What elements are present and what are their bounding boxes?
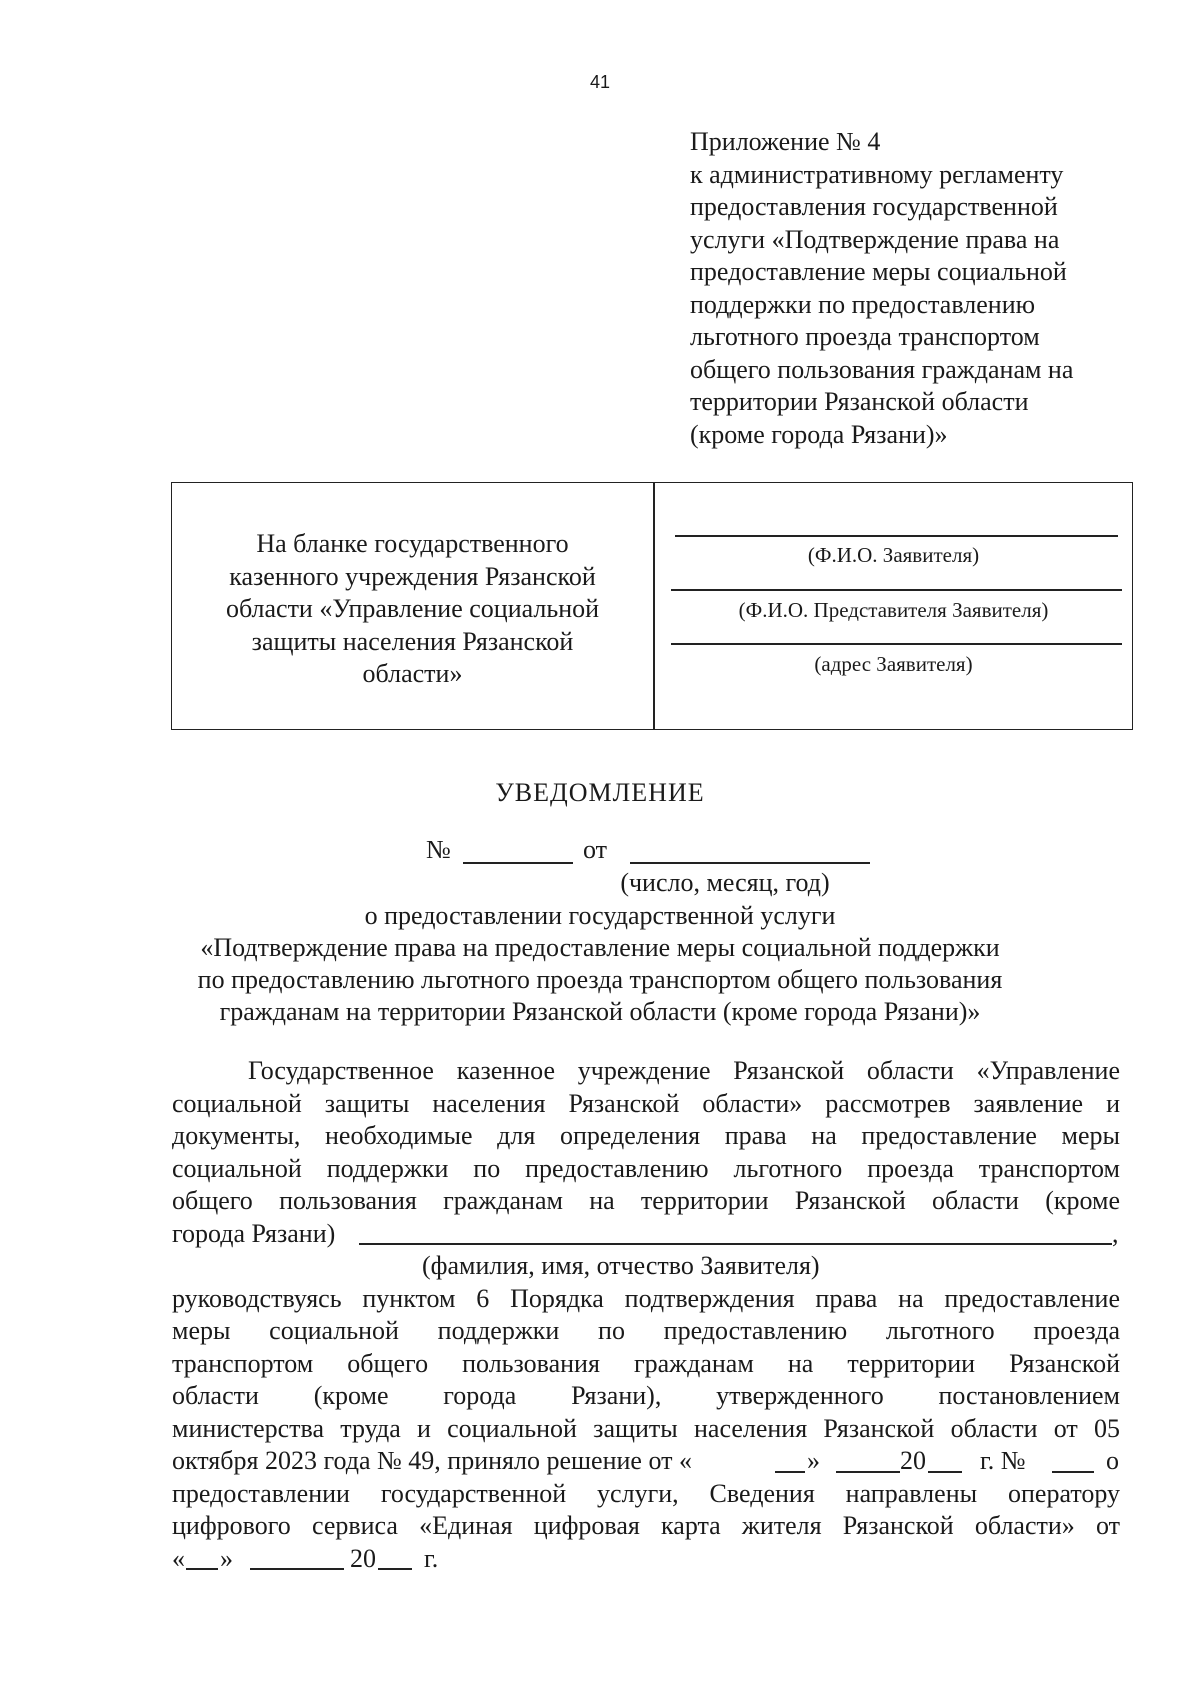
sent-month-field[interactable] (250, 1568, 344, 1570)
fullname-caption: (фамилия, имя, отчество Заявителя) (422, 1251, 820, 1280)
subject-line: гражданам на территории Рязанской области (кроме города Рязани)» (219, 997, 981, 1026)
applicant-fullname-field[interactable] (359, 1243, 1112, 1245)
sent-day-field[interactable] (186, 1568, 218, 1570)
body-line-comma: , (1112, 1218, 1119, 1248)
subject-line: по предоставлению льготного проезда транспортом общего пользования (197, 965, 1003, 994)
appendix-line: поддержки по предоставлению (690, 289, 1036, 319)
body-line: социальной защиты населения Рязанской области» рассмотрев заявление и (172, 1088, 1120, 1118)
appendix-line: предоставления государственной (690, 192, 1058, 221)
decision-year-field[interactable] (928, 1471, 962, 1473)
representative-name-caption: (Ф.И.О. Представителя Заявителя) (738, 598, 1049, 622)
appendix-line: предоставление меры социальной (690, 257, 1067, 286)
decision-text-end: о (1106, 1446, 1119, 1475)
body-line: Государственное казенное учреждение Рязанской области «Управление (248, 1056, 1120, 1085)
applicant-address-caption: (адрес Заявителя) (814, 652, 973, 676)
letterhead-line: На бланке государственного (256, 529, 569, 558)
appendix-header (690, 126, 1160, 451)
decision-number-label: г. № (980, 1446, 1026, 1475)
appendix-line: (кроме города Рязани)» (690, 419, 948, 449)
decision-number-field[interactable] (1052, 1471, 1094, 1473)
appendix-line: Приложение № 4 (690, 127, 881, 156)
applicant-name-field[interactable] (675, 535, 1118, 537)
appendix-line: к административному регламенту (690, 159, 1064, 189)
subject-line: о предоставлении государственной услуги (364, 901, 836, 930)
notice-body (172, 1055, 1120, 1575)
decision-quote: » (807, 1446, 820, 1475)
appendix-line: услуги «Подтверждение права на (690, 224, 1060, 254)
decision-day-field[interactable] (775, 1471, 805, 1473)
body-line: документы, необходимые для определения права на предоставление меры (172, 1121, 1120, 1150)
header-table (171, 482, 1133, 730)
body-line: предоставлении государственной услуги, Сведения направлены оператору (172, 1478, 1120, 1508)
appendix-line: территории Рязанской области (690, 387, 1029, 416)
decision-month-field[interactable] (836, 1471, 900, 1473)
letterhead-line: казенного учреждения Рязанской (229, 561, 596, 591)
subject-line: «Подтверждение права на предоставление меры социальной поддержки (200, 933, 1000, 962)
final-quote-close: » (220, 1543, 233, 1573)
letterhead-line: области» (362, 659, 463, 688)
representative-name-field[interactable] (671, 589, 1122, 591)
date-caption: (число, месяц, год) (620, 868, 830, 897)
notice-title: УВЕДОМЛЕНИЕ (495, 778, 705, 807)
body-line: социальной поддержки по предоставлению льготного проезда транспортом (172, 1153, 1120, 1183)
appendix-line: общего пользования гражданам на (690, 354, 1074, 384)
applicant-address-field[interactable] (671, 643, 1122, 645)
body-line: руководствуясь пунктом 6 Порядка подтверждения права на предоставление (172, 1283, 1120, 1313)
decision-text: октября 2023 года № 49, приняло решение от « (172, 1446, 692, 1475)
applicant-name-caption: (Ф.И.О. Заявителя) (807, 543, 980, 567)
final-year-suffix: г. (424, 1543, 439, 1573)
sent-year-field[interactable] (378, 1568, 412, 1570)
notice-date-field[interactable] (630, 862, 870, 864)
body-line: города Рязани) (172, 1218, 336, 1248)
letterhead-line: защиты населения Рязанской (251, 626, 574, 656)
appendix-line: льготного проезда транспортом (690, 322, 1040, 351)
body-line: области (кроме города Рязани), утвержденного постановлением (172, 1381, 1120, 1410)
decision-year-prefix: 20 (900, 1446, 926, 1475)
notice-number-field[interactable] (463, 862, 573, 864)
letterhead-note (172, 528, 653, 691)
number-label: № (426, 835, 451, 864)
from-label: от (583, 835, 608, 864)
body-line: цифрового сервиса «Единая цифровая карта жителя Рязанской области» от (172, 1511, 1120, 1540)
body-line: министерства труда и социальной защиты населения Рязанской области от 05 (172, 1413, 1120, 1443)
body-line: транспортом общего пользования гражданам на территории Рязанской (172, 1348, 1120, 1378)
page-number: 41 (589, 72, 611, 92)
notice-number-line (0, 835, 1200, 867)
final-quote-open: « (172, 1543, 185, 1573)
body-line: меры социальной поддержки по предоставлению льготного проезда (172, 1316, 1120, 1345)
final-year-prefix: 20 (350, 1543, 376, 1573)
letterhead-line: области «Управление социальной (225, 594, 600, 623)
body-line: общего пользования гражданам на территории Рязанской области (кроме (172, 1186, 1120, 1215)
